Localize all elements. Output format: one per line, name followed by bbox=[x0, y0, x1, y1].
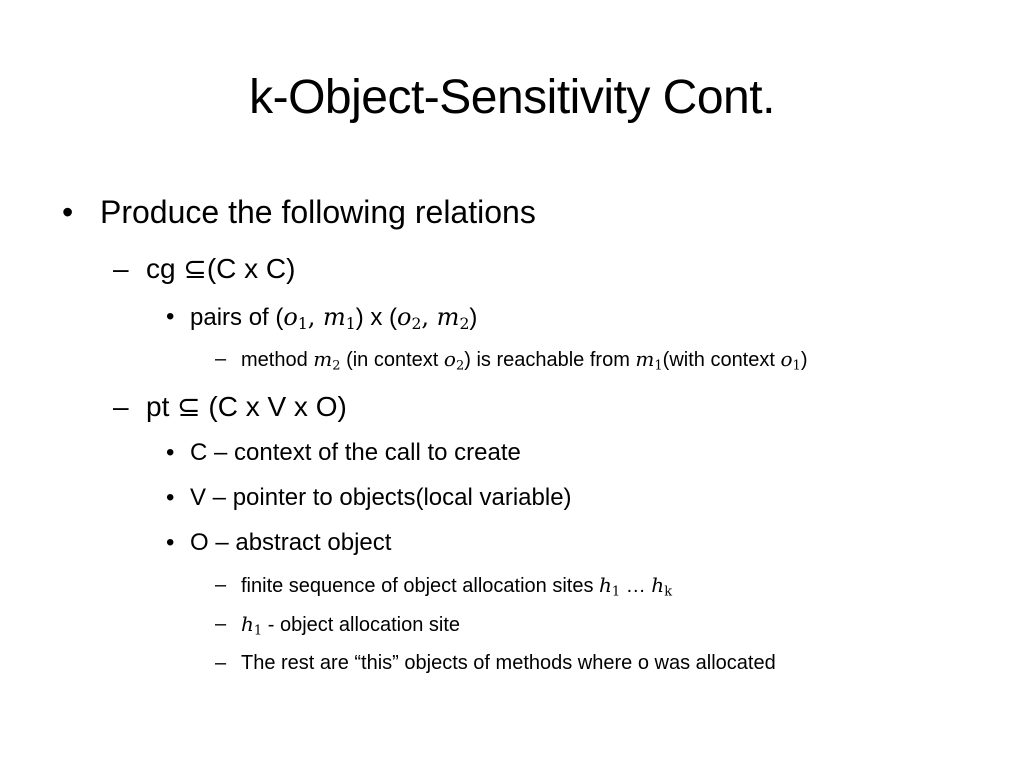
slide-title: k-Object-Sensitivity Cont. bbox=[249, 71, 775, 124]
item-cg-pairs bbox=[166, 302, 478, 333]
item-pt-v bbox=[166, 483, 572, 513]
dash-marker: – bbox=[113, 253, 129, 284]
dash-marker: – bbox=[215, 348, 227, 370]
bullet-produce-relations bbox=[62, 192, 536, 232]
item-rest bbox=[215, 650, 776, 676]
item-h1-site bbox=[215, 611, 461, 639]
finite-text: finite sequence of object allocation sites bbox=[241, 575, 599, 597]
item-cg-method bbox=[215, 346, 808, 374]
item-cg bbox=[113, 252, 296, 286]
math-m2: $m_2$ bbox=[313, 347, 341, 374]
math-o1: $o_1$, $m_1$ bbox=[283, 303, 356, 333]
pt-label: pt ⊆ (C x V x O) bbox=[146, 391, 347, 422]
math-m1: $m_1$ bbox=[635, 347, 663, 374]
pt-item-text: C – context of the call to create bbox=[190, 439, 521, 466]
math-h1: $h_1$ bbox=[241, 612, 263, 639]
item-finite-sequence bbox=[215, 572, 673, 600]
bullet-marker: • bbox=[166, 484, 175, 511]
bullet-marker: • bbox=[62, 194, 74, 230]
rest-text: The rest are “this” objects of methods where o was allocated bbox=[241, 652, 776, 674]
math-hk: $h_k$ bbox=[651, 573, 673, 600]
in-context-text: (in context bbox=[340, 349, 444, 371]
bullet-marker: • bbox=[166, 439, 175, 466]
item-pt-c bbox=[166, 438, 521, 468]
math-o1: $o_1$ bbox=[780, 347, 801, 374]
pairs-mid: ) x ( bbox=[355, 304, 398, 331]
dash-marker: – bbox=[215, 652, 227, 674]
math-o2: $o_2$, $m_2$ bbox=[397, 303, 470, 333]
pairs-prefix: pairs of ( bbox=[190, 304, 284, 331]
h1-text: - object allocation site bbox=[262, 614, 461, 636]
with-context-text: (with context bbox=[662, 349, 781, 371]
cg-label: cg ⊆(C x C) bbox=[146, 253, 296, 284]
bullet-marker: • bbox=[166, 303, 175, 330]
method-suffix: ) bbox=[800, 349, 808, 371]
pt-item-text: V – pointer to objects(local variable) bbox=[190, 484, 572, 511]
dash-marker: – bbox=[215, 574, 227, 596]
pt-item-text: O – abstract object bbox=[190, 529, 392, 556]
bullet-marker: • bbox=[166, 529, 175, 556]
math-o2: $o_2$ bbox=[443, 347, 465, 374]
item-pt bbox=[113, 390, 347, 424]
item-pt-o bbox=[166, 528, 392, 558]
reachable-text: ) is reachable from bbox=[464, 349, 636, 371]
pairs-suffix: ) bbox=[469, 304, 478, 331]
method-prefix: method bbox=[241, 349, 314, 371]
dash-marker: – bbox=[215, 613, 227, 635]
dash-marker: – bbox=[113, 391, 129, 422]
math-h1: $h_1$ bbox=[599, 573, 621, 600]
ellipsis: … bbox=[620, 575, 652, 597]
bullet-text: Produce the following relations bbox=[100, 194, 536, 230]
